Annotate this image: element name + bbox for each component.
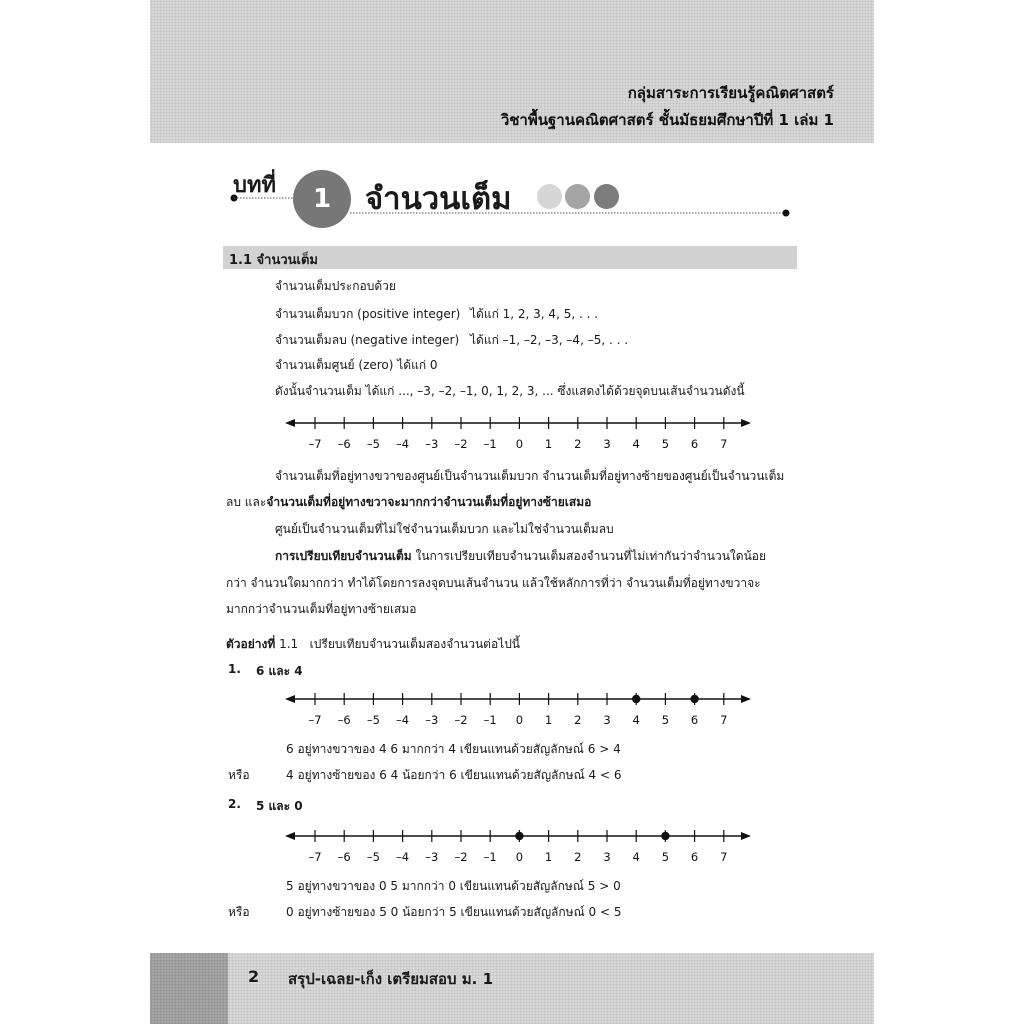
number-line-example-2 [283, 824, 753, 870]
example-heading [226, 635, 520, 654]
tick-label: 2 [574, 713, 582, 727]
example-2-or: หรือ [228, 905, 250, 919]
tick-label: 6 [690, 850, 699, 864]
paragraph-3-bold: การเปรียบเทียบจำนวนเต็ม [275, 549, 412, 563]
tick-label: 5 [661, 850, 670, 864]
example-text: เปรียบเทียบจำนวนเต็มสองจำนวนต่อไปนี้ [309, 637, 521, 651]
tick-label: –1 [483, 713, 497, 727]
tick-label: –5 [366, 713, 380, 727]
tick-label: 4 [632, 713, 640, 727]
chapter-heading [150, 145, 874, 235]
example-label: ตัวอย่างที่ [226, 637, 276, 651]
tick-label: –1 [483, 850, 497, 864]
tick-label: 2 [574, 437, 582, 451]
negative-label: จำนวนเต็มลบ (negative integer) [275, 333, 460, 347]
decor-dot-mid [565, 184, 590, 209]
paragraph-3-text: ในการเปรียบเทียบจำนวนเต็มสองจำนวนที่ไม่เท่ากันว่าจำนวนใดน้อย [411, 549, 767, 563]
tick-label: –3 [425, 437, 439, 451]
tick-label: –6 [337, 437, 351, 451]
example-1-line-1: 6 อยู่ทางขวาของ 4 6 มากกว่า 4 เขียนแทนด้วยสัญลักษณ์ 6 > 4 [286, 742, 621, 756]
section-title: 1.1 จำนวนเต็ม [229, 253, 319, 268]
example-2-line-2: 0 อยู่ทางซ้ายของ 5 0 น้อยกว่า 5 เขียนแทนด้วยสัญลักษณ์ 0 < 5 [286, 905, 622, 919]
section-bar [223, 246, 797, 269]
tick-label: –4 [396, 850, 410, 864]
chapter-label: บทที่ [233, 173, 276, 198]
tick-label: –5 [366, 850, 380, 864]
footer-pattern-block [150, 953, 228, 1024]
footer-band [150, 953, 874, 1024]
tick-label: 6 [690, 437, 699, 451]
tick-label: 4 [632, 437, 640, 451]
tick-label: 5 [661, 437, 670, 451]
paragraph-3-line-2: กว่า จำนวนใดมากกว่า ทำได้โดยการลงจุดบนเส้นจำนวน แล้วใช้หลักการที่ว่า จำนวนเต็มที่อยู่ทางขวาจะ [226, 576, 761, 590]
tick-label: 3 [603, 850, 611, 864]
example-1-number: 1. [228, 662, 241, 676]
plotted-point [515, 832, 523, 840]
tick-label: –2 [454, 437, 468, 451]
tick-label: 1 [544, 713, 553, 727]
paragraph-3-line-1 [275, 547, 766, 566]
arrow-right [741, 419, 751, 427]
tick-label: –5 [366, 437, 380, 451]
tick-label: 6 [690, 713, 699, 727]
tick-label: 1 [544, 437, 553, 451]
positive-values: ได้แก่ 1, 2, 3, 4, 5, . . . [470, 307, 599, 321]
page-number: 2 [248, 967, 260, 986]
plotted-point [632, 695, 640, 703]
example-2-title: 5 และ 0 [256, 799, 303, 813]
tick-label: 7 [720, 850, 728, 864]
tick-label: –6 [337, 713, 351, 727]
paragraph-1-plain: ลบ และ [226, 495, 267, 509]
tick-label: –7 [308, 437, 322, 451]
decor-dot-light [537, 184, 562, 209]
tick-label: 0 [515, 713, 524, 727]
tick-label: –2 [454, 713, 468, 727]
header-course: วิชาพื้นฐานคณิตศาสตร์ ชั้นมัธยมศึกษาปีที่ 1 เล่ม 1 [500, 111, 834, 129]
tick-label: 4 [632, 850, 640, 864]
tick-label: –7 [308, 713, 322, 727]
tick-label: 3 [603, 713, 611, 727]
tick-label: 0 [515, 850, 524, 864]
tick-label: 2 [574, 850, 582, 864]
tick-label: –2 [454, 850, 468, 864]
example-2-number: 2. [228, 797, 241, 811]
therefore-text: ดังนั้นจำนวนเต็ม ได้แก่ ..., –3, –2, –1, 0, 1, 2, 3, ... ซึ่งแสดงได้ด้วยจุดบนเส้นจำนวนดังนี้ [275, 384, 745, 398]
header-subject: กลุ่มสาระการเรียนรู้คณิตศาสตร์ [627, 84, 834, 102]
decor-dot-dark [594, 184, 619, 209]
example-1-line-2: 4 อยู่ทางซ้ายของ 6 4 น้อยกว่า 6 เขียนแทนด้วยสัญลักษณ์ 4 < 6 [286, 768, 622, 782]
tick-label: 1 [544, 850, 553, 864]
example-2-line-1: 5 อยู่ทางขวาของ 0 5 มากกว่า 0 เขียนแทนด้วยสัญลักษณ์ 5 > 0 [286, 879, 621, 893]
example-1-title: 6 และ 4 [256, 664, 303, 678]
tick-label: –3 [425, 850, 439, 864]
number-line-example-1 [283, 687, 753, 733]
tick-label: 3 [603, 437, 611, 451]
tick-label: –4 [396, 713, 410, 727]
plotted-point [690, 695, 698, 703]
tick-label: –7 [308, 850, 322, 864]
arrow-left [285, 695, 295, 703]
zero-text: จำนวนเต็มศูนย์ (zero) ได้แก่ 0 [275, 358, 438, 372]
example-number: 1.1 [279, 637, 299, 651]
tick-label: –1 [483, 437, 497, 451]
arrow-right [741, 695, 751, 703]
positive-label: จำนวนเต็มบวก (positive integer) [275, 307, 461, 321]
paragraph-1-bold: จำนวนเต็มที่อยู่ทางขวาจะมากกว่าจำนวนเต็มที่อยู่ทางซ้ายเสมอ [266, 495, 592, 509]
chapter-title: จำนวนเต็ม [365, 181, 512, 217]
arrow-left [285, 832, 295, 840]
intro-text: จำนวนเต็มประกอบด้วย [275, 279, 396, 293]
page [150, 0, 874, 1024]
tick-label: –4 [396, 437, 410, 451]
paragraph-1-line-1: จำนวนเต็มที่อยู่ทางขวาของศูนย์เป็นจำนวนเต็มบวก จำนวนเต็มที่อยู่ทางซ้ายของศูนย์เป็นจำนวนเต็ม [275, 469, 785, 483]
plotted-point [661, 832, 669, 840]
example-1-or: หรือ [228, 768, 250, 782]
chapter-number-badge: 1 [293, 170, 351, 228]
tick-label: 7 [720, 437, 728, 451]
tick-label: –6 [337, 850, 351, 864]
tick-label: –3 [425, 713, 439, 727]
arrow-left [285, 419, 295, 427]
tick-label: 5 [661, 713, 670, 727]
tick-label: 0 [515, 437, 524, 451]
tick-label: 7 [720, 713, 728, 727]
negative-values: ได้แก่ –1, –2, –3, –4, –5, . . . [470, 333, 629, 347]
header-band [150, 0, 874, 143]
arrow-right [741, 832, 751, 840]
footer-book-title: สรุป-เฉลย-เก็ง เตรียมสอบ ม. 1 [288, 970, 494, 988]
number-line-integers [283, 411, 753, 457]
paragraph-3-line-3: มากกว่าจำนวนเต็มที่อยู่ทางซ้ายเสมอ [226, 602, 417, 616]
paragraph-1-line-2 [226, 493, 591, 512]
paragraph-2: ศูนย์เป็นจำนวนเต็มที่ไม่ใช่จำนวนเต็มบวก และไม่ใช่จำนวนเต็มลบ [275, 522, 614, 536]
